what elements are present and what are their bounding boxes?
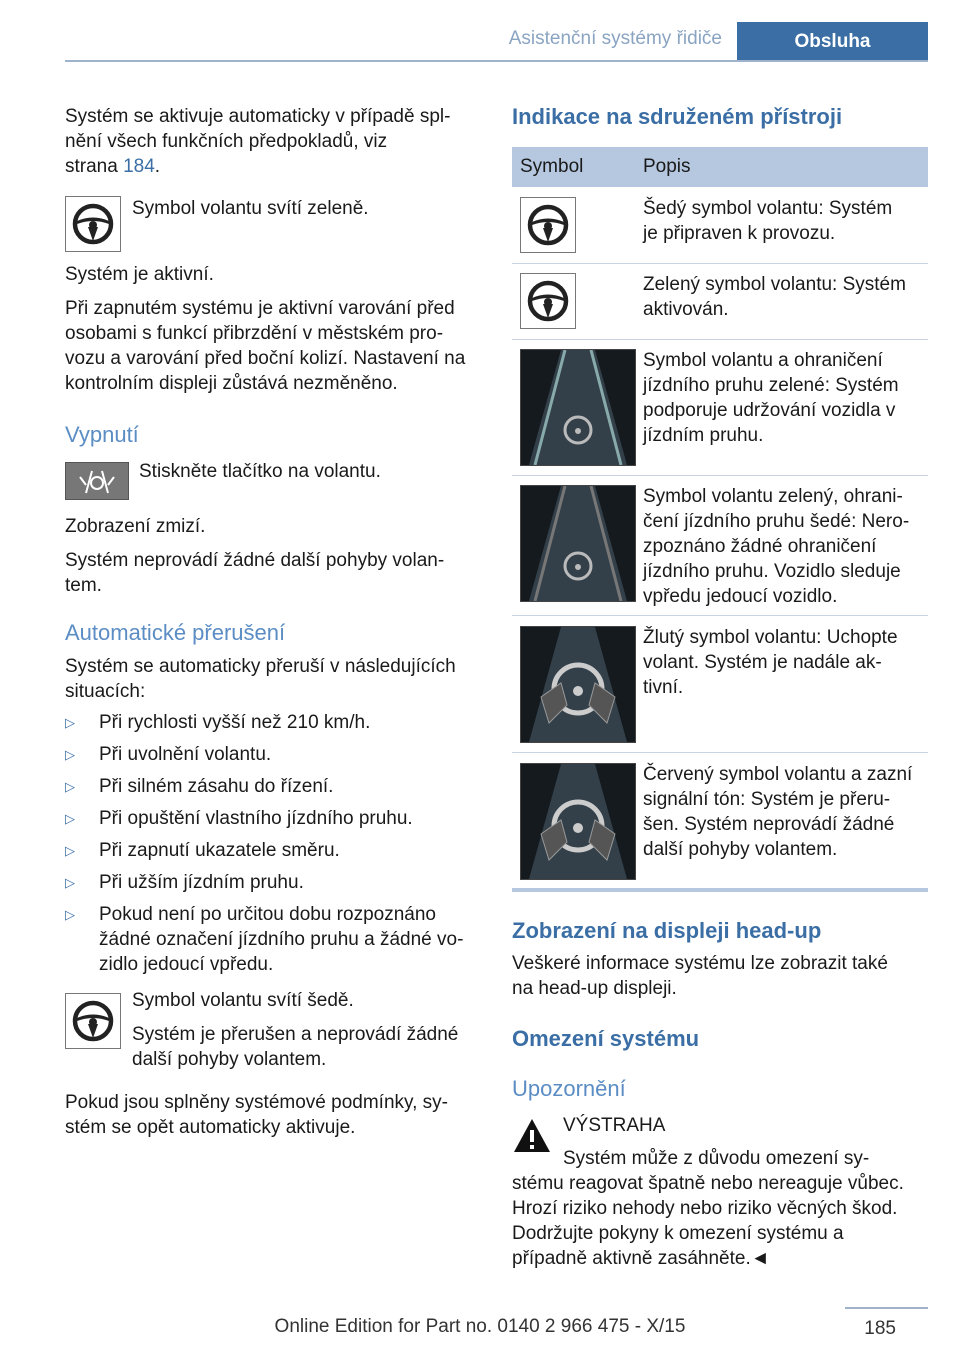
hud-line: na head-up displeji.	[512, 978, 677, 999]
page-link[interactable]: 184	[123, 156, 155, 177]
list-item: ▷ Při silném zásahu do řízení.	[65, 774, 485, 806]
green-steering-wheel-icon	[520, 273, 576, 329]
row-divider	[512, 615, 928, 616]
gray-steering-wheel-icon	[520, 197, 576, 253]
header-tab: Obsluha	[737, 22, 928, 62]
intro-line: nění všech funkčních předpokladů, viz	[65, 131, 388, 152]
row-text: zpoznáno žádné ohraničení	[643, 536, 877, 557]
list-item: ▷ Při zapnutí ukazatele směru.	[65, 838, 485, 870]
limits-heading: Omezení systému	[512, 1026, 700, 1051]
bullet-text: Při rychlosti vyšší než 210 km/h.	[99, 712, 371, 733]
table-row	[643, 484, 928, 609]
active-block	[65, 262, 485, 396]
notes-heading: Upozornění	[512, 1076, 626, 1101]
interrupted-line: další pohyby volantem.	[132, 1049, 327, 1070]
row-text: Symbol volantu zelený, ohrani-	[643, 486, 903, 507]
row-text: šen. Systém neprovádí žádné	[643, 814, 895, 835]
bullet-text: Při uvolnění volantu.	[99, 744, 272, 765]
row-text: Šedý symbol volantu: Systém	[643, 198, 893, 219]
auto-line: Systém se automaticky přeruší v následujících	[65, 656, 456, 677]
row-divider	[512, 475, 928, 476]
list-item: ▷ Při užším jízdním pruhu.	[65, 870, 485, 902]
lane-green-display-image	[520, 349, 636, 466]
row-text: Žlutý symbol volantu: Uchopte	[643, 627, 898, 648]
intro-line: Systém se aktivuje automaticky v případě spl-	[65, 106, 451, 127]
row-text: Červený symbol volantu a zazní	[643, 764, 913, 785]
row-text: Symbol volantu a ohraničení	[643, 350, 883, 371]
row-text: aktivován.	[643, 299, 729, 320]
warning-line: stému reagovat špatně nebo nereaguje vůbec.	[512, 1173, 904, 1194]
list-item: ▷ Při uvolnění volantu.	[65, 742, 485, 774]
resume-line: stém se opět automaticky aktivuje.	[65, 1117, 356, 1138]
hud-heading: Zobrazení na displeji head-up	[512, 918, 822, 943]
row-text: další pohyby volantem.	[643, 839, 838, 860]
no-steer-line: Systém neprovádí žádné další pohyby volan-	[65, 550, 445, 571]
row-divider	[512, 752, 928, 753]
row-text: jízdního pruhu. Vozidlo sleduje	[643, 561, 901, 582]
auto-block	[65, 654, 485, 704]
resume-block	[65, 1090, 485, 1140]
list-item: ▷ Při rychlosti vyšší než 210 km/h.	[65, 710, 485, 742]
off-heading: Vypnutí	[65, 422, 139, 447]
row-text: podporuje udržování vozidla v	[643, 400, 896, 421]
steering-wheel-icon	[65, 196, 121, 252]
col-desc: Popis	[643, 156, 691, 177]
red-hands-display-image	[520, 763, 636, 880]
warning-line: případně aktivně zasáhněte.◄	[512, 1248, 770, 1269]
row-divider	[512, 263, 928, 264]
row-text: tivní.	[643, 677, 684, 698]
bullet-text: Při zapnutí ukazatele směru.	[99, 840, 340, 861]
warning-line: Systém může z důvodu omezení sy-	[563, 1148, 870, 1169]
bullet-list	[65, 710, 485, 977]
warning-title: VÝSTRAHA	[563, 1115, 666, 1136]
footer-edition: Online Edition for Part no. 0140 2 966 475 - X/15	[274, 1316, 686, 1337]
row-divider	[512, 339, 928, 340]
para-line: kontrolním displeji zůstává nezměněno.	[65, 373, 398, 394]
list-item: ▷ Při opuštění vlastního jízdního pruhu.	[65, 806, 485, 838]
para-line: vozu a varování před boční kolizí. Nastavení na	[65, 348, 466, 369]
steering-wheel-icon	[65, 993, 121, 1049]
sym-green-text: Symbol volantu svítí zeleně.	[132, 198, 369, 219]
warning-block	[512, 1171, 928, 1271]
row-text: Zelený symbol volantu: Systém	[643, 274, 906, 295]
yellow-hands-display-image	[520, 626, 636, 743]
col-symbol: Symbol	[520, 156, 584, 177]
hud-line: Veškeré informace systému lze zobrazit také	[512, 953, 888, 974]
page-number: 185	[864, 1318, 896, 1339]
left-intro	[65, 104, 485, 179]
active-text: Systém je aktivní.	[65, 264, 214, 285]
intro-line: strana 184.	[65, 156, 161, 177]
bullet-text: Pokud není po určitou dobu rozpoznáno	[99, 904, 436, 925]
off-block	[65, 514, 485, 598]
header-rule	[65, 60, 928, 62]
interrupted-line: Systém je přerušen a neprovádí žádné	[132, 1024, 459, 1045]
sym-gray-text: Symbol volantu svítí šedě.	[132, 990, 354, 1011]
bullet-text: Při silném zásahu do řízení.	[99, 776, 334, 797]
table-row	[643, 762, 928, 862]
resume-line: Pokud jsou splněny systémové podmínky, sy-	[65, 1092, 448, 1113]
header-section-title: Asistenční systémy řidiče	[508, 28, 722, 49]
cluster-heading: Indikace na sdruženém přístroji	[512, 104, 843, 129]
para-line: Při zapnutém systému je aktivní varování před	[65, 298, 455, 319]
footer-rule	[845, 1307, 928, 1309]
table-row	[643, 348, 928, 448]
para-line: osobami s funkcí přibrzdění v městském pro-	[65, 323, 444, 344]
row-text: jízdním pruhu.	[643, 425, 764, 446]
warning-triangle-icon	[512, 1116, 552, 1156]
row-text: je připraven k provozu.	[643, 223, 836, 244]
table-row	[643, 625, 928, 700]
table-end-rule	[512, 888, 928, 892]
row-text: signální tón: Systém je přeru-	[643, 789, 891, 810]
hud-block	[512, 951, 928, 1001]
lane-gray-display-image	[520, 485, 636, 602]
row-text: jízdního pruhu zelené: Systém	[643, 375, 899, 396]
disappears-text: Zobrazení zmizí.	[65, 516, 206, 537]
bullet-text: žádné označení jízdního pruhu a žádné vo-	[99, 929, 464, 950]
row-text: vpředu jedoucí vozidlo.	[643, 586, 838, 607]
table-row	[643, 196, 928, 246]
table-header	[512, 147, 928, 187]
bullet-text: Při užším jízdním pruhu.	[99, 872, 304, 893]
table-row	[643, 272, 928, 322]
warning-line: Hrozí riziko nehody nebo riziko věcných škod.	[512, 1198, 898, 1219]
row-text: volant. Systém je nadále ak-	[643, 652, 882, 673]
press-button-text: Stiskněte tlačítko na volantu.	[139, 461, 381, 482]
bullet-text: Při opuštění vlastního jízdního pruhu.	[99, 808, 413, 829]
row-text: čení jízdního pruhu šedé: Nero-	[643, 511, 910, 532]
lane-assist-button-icon	[65, 462, 129, 500]
bullet-text: zidlo jedoucí vpředu.	[99, 954, 274, 975]
auto-heading: Automatické přerušení	[65, 620, 286, 645]
sym-gray-block	[132, 988, 482, 1072]
warning-line: Dodržujte pokyny k omezení systému a	[512, 1223, 844, 1244]
no-steer-line: tem.	[65, 575, 102, 596]
auto-line: situacích:	[65, 681, 146, 702]
list-item: ▷ Pokud není po určitou dobu rozpoznáno žádné označení jízdního pruhu a žádné vo- zidlo jedoucí vpředu.	[65, 902, 485, 977]
